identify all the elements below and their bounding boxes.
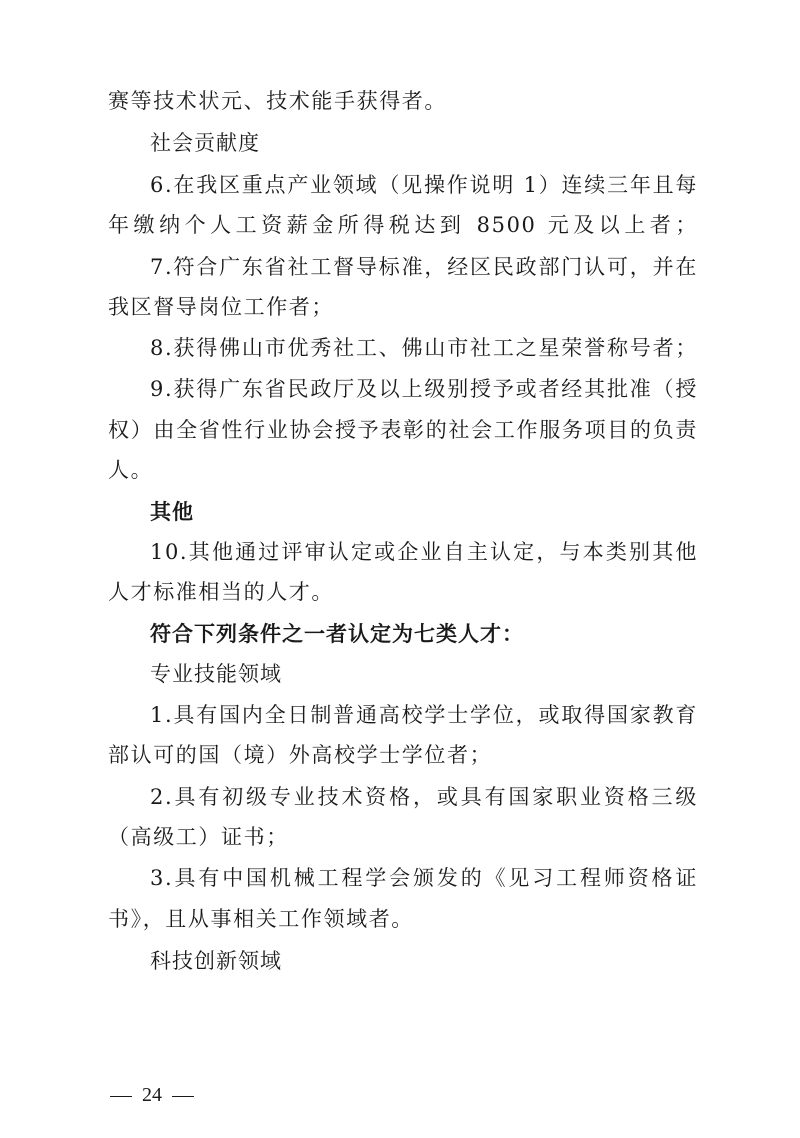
list-item-9-line-1: 9.获得广东省民政厅及以上级别授予或者经其批准（授 bbox=[150, 377, 698, 401]
list-item-9-line-2: 权）由全省性行业协会授予表彰的社会工作服务项目的负责 bbox=[108, 418, 698, 442]
section-heading-tech-innovation: 科技创新领域 bbox=[150, 949, 282, 973]
section-heading-professional-skills: 专业技能领域 bbox=[150, 662, 282, 686]
list-item-9-line-3: 人。 bbox=[108, 458, 154, 482]
skill-item-3-line-1: 3.具有中国机械工程学会颁发的《见习工程师资格证 bbox=[150, 866, 698, 890]
page-footer bbox=[110, 1082, 194, 1108]
section-heading-social-contribution: 社会贡献度 bbox=[150, 131, 260, 155]
skill-item-1-line-1: 1.具有国内全日制普通高校学士学位，或取得国家教育 bbox=[150, 703, 698, 727]
list-item-10-line-2: 人才标准相当的人才。 bbox=[108, 580, 334, 604]
skill-item-2-line-2: （高级工）证书； bbox=[108, 825, 289, 849]
list-item-6-line-1: 6.在我区重点产业领域（见操作说明 1）连续三年且每 bbox=[150, 173, 698, 197]
list-item-7-line-2: 我区督导岗位工作者； bbox=[108, 295, 334, 319]
footer-dash-right bbox=[172, 1096, 194, 1098]
skill-item-3-line-2: 书》，且从事相关工作领域者。 bbox=[108, 907, 414, 931]
list-item-8-line-1: 8.获得佛山市优秀社工、佛山市社工之星荣誉称号者； bbox=[150, 336, 698, 360]
footer-dash-left bbox=[110, 1096, 132, 1098]
section-heading-seventh-category: 符合下列条件之一者认定为七类人才： bbox=[150, 622, 524, 646]
list-item-6-line-2: 年缴纳个人工资薪金所得税达到 8500 元及以上者； bbox=[108, 213, 698, 237]
skill-item-2-line-1: 2.具有初级专业技术资格，或具有国家职业资格三级 bbox=[150, 785, 698, 809]
skill-item-1-line-2: 部认可的国（境）外高校学士学位者； bbox=[108, 743, 493, 767]
list-item-7-line-1: 7.符合广东省社工督导标准，经区民政部门认可，并在 bbox=[150, 255, 698, 279]
list-item-10-line-1: 10.其他通过评审认定或企业自主认定，与本类别其他 bbox=[150, 540, 698, 564]
section-heading-other: 其他 bbox=[150, 500, 194, 524]
paragraph-line: 赛等技术状元、技术能手获得者。 bbox=[108, 89, 447, 113]
page-number: 24 bbox=[142, 1084, 162, 1106]
